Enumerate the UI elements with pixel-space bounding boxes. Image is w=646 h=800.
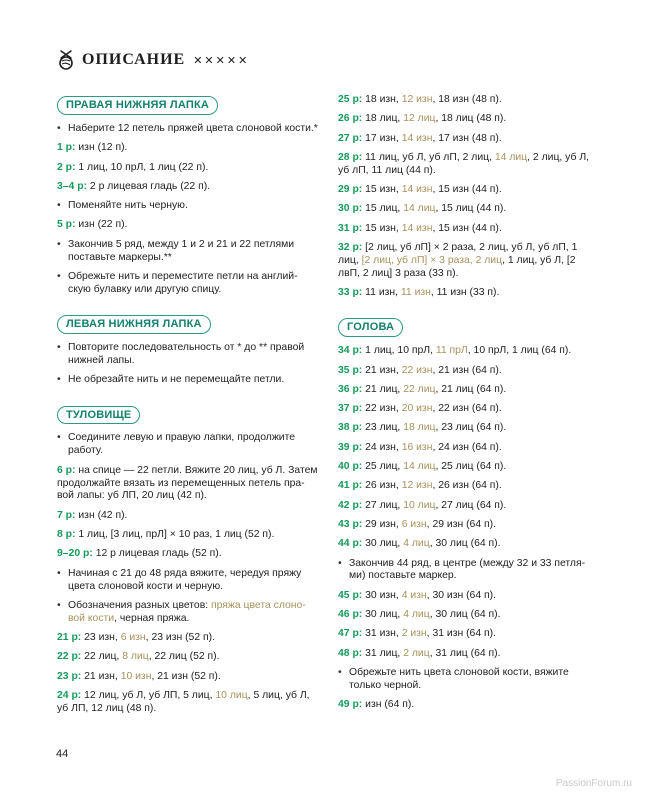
left-column [57,94,320,722]
row-35: 35 р: 21 изн, 22 изн, 21 изн (64 п). [338,364,502,376]
row-label: 46 р: [338,609,363,621]
instruction: • Закончив 5 ряд, между 1 и 2 и 21 и 22 петлями поставьте маркеры.** [57,239,320,265]
row-21: 21 р: 23 изн, 6 изн, 23 изн (52 п). [57,632,215,644]
row-label: 28 р: [338,151,363,163]
row-45: 45 р: 30 изн, 4 изн, 30 изн (64 п). [338,589,496,601]
row-label: 44 р: [338,538,363,550]
row-label: 47 р: [338,628,363,640]
decorative-stars: ✕✕✕✕✕ [193,54,250,67]
row-43: 43 р: 29 изн, 6 изн, 29 изн (64 п). [338,518,496,530]
row-26: 26 р: 18 лиц, 12 лиц, 18 лиц (48 п). [338,113,507,125]
row-label: 30 р: [338,203,363,215]
page-number: 44 [56,748,69,760]
row-label: 22 р: [57,651,82,663]
row-38: 38 р: 23 лиц, 18 лиц, 23 лиц (64 п). [338,422,507,434]
row-31: 31 р: 15 изн, 14 изн, 15 изн (44 п). [338,222,502,234]
row-label: 43 р: [338,518,363,530]
row-label: 6 р: [57,464,76,476]
yarn-ball-icon [56,49,76,71]
instruction: • Обрежьте нить и переместите петли на англий-скую булавку или другую спицу. [57,271,320,297]
row-label: 1 р: [57,142,76,154]
color-legend: • Обозначения разных цветов: пряжа цвета слоно-вой кости, черная пряжа. [57,600,320,626]
row-label: 36 р: [338,383,363,395]
row-42: 42 р: 27 лиц, 10 лиц, 27 лиц (64 п). [338,499,507,511]
row-label: 32 р: [338,241,363,253]
row-36: 36 р: 21 лиц, 22 лиц, 21 лиц (64 п). [338,383,507,395]
heading-body: ТУЛОВИЩЕ [57,406,140,425]
heading-right-lower-paw: ПРАВАЯ НИЖНЯЯ ЛАПКА [57,96,218,115]
row-label: 35 р: [338,364,363,376]
row-29: 29 р: 15 изн, 14 изн, 15 изн (44 п). [338,184,502,196]
row-23: 23 р: 21 изн, 10 изн, 21 изн (52 п). [57,670,221,682]
row-32: 32 р: [2 лиц, уб лП] × 2 раза, 2 лиц, уб Л, уб лП, 1 лиц, [2 лиц, уб лП] × 3 раза, 2 лиц, 1 лиц, уб Л, [2 лвП, 2 лиц] 3 раза (33 п). [338,241,578,279]
row-label: 8 р: [57,529,76,541]
row-label: 40 р: [338,461,363,473]
row-label: 42 р: [338,499,363,511]
row-49: 49 р: изн (64 п). [338,699,415,711]
row-5: 5 р: изн (22 п). [57,219,128,231]
row-30: 30 р: 15 лиц, 14 лиц, 15 лиц (44 п). [338,203,507,215]
row-8: 8 р: 1 лиц, [3 лиц, прЛ] × 10 раз, 1 лиц (52 п). [57,529,275,541]
row-label: 49 р: [338,699,363,711]
row-24: 24 р: 12 лиц, уб Л, уб ЛП, 5 лиц, 10 лиц, 5 лиц, уб Л, уб ЛП, 12 лиц (48 п). [57,689,310,714]
row-34: 34 р: 1 лиц, 10 прЛ, 11 прЛ, 10 прЛ, 1 лиц (64 п). [338,345,572,357]
row-label: 45 р: [338,589,363,601]
row-44: 44 р: 30 лиц, 4 лиц, 30 лиц (64 п). [338,538,501,550]
instruction: • Обрежьте нить цвета слоновой кости, вяжите только черной. [338,667,598,693]
row-label: 39 р: [338,441,363,453]
row-47: 47 р: 31 изн, 2 изн, 31 изн (64 п). [338,628,496,640]
row-label: 41 р: [338,480,363,492]
row-label: 7 р: [57,509,76,521]
row-label: 5 р: [57,219,76,231]
instruction: • Не обрезайте нить и не перемещайте петли. [57,374,320,387]
row-46: 46 р: 30 лиц, 4 лиц, 30 лиц (64 п). [338,609,501,621]
row-label: 48 р: [338,647,363,659]
row-label: 26 р: [338,113,363,125]
row-9-20: 9–20 р: 12 р лицевая гладь (52 п). [57,548,222,560]
row-39: 39 р: 24 изн, 16 изн, 24 изн (64 п). [338,441,502,453]
row-41: 41 р: 26 изн, 12 изн, 26 изн (64 п). [338,480,502,492]
row-2: 2 р: 1 лиц, 10 прЛ, 1 лиц (22 п). [57,161,209,173]
black-legend: , черная пряжа. [114,612,190,624]
row-33: 33 р: 11 изн, 11 изн, 11 изн (33 п). [338,287,500,299]
row-40: 40 р: 25 лиц, 14 лиц, 25 лиц (64 п). [338,461,507,473]
instruction: • Начиная с 21 до 48 ряда вяжите, чередуя пряжу цвета слоновой кости и черную. [57,568,320,594]
row-7: 7 р: изн (42 п). [57,509,128,521]
heading-left-lower-paw: ЛЕВАЯ НИЖНЯЯ ЛАПКА [57,315,211,334]
row-label: 33 р: [338,287,363,299]
row-48: 48 р: 31 лиц, 2 лиц, 31 лиц (64 п). [338,647,501,659]
row-label: 31 р: [338,222,363,234]
watermark: PassionForum.ru [555,778,632,789]
row-label: 27 р: [338,132,363,144]
heading-head: ГОЛОВА [338,318,403,337]
row-label: 37 р: [338,403,363,415]
section-title: ОПИСАНИЕ [82,51,186,68]
instruction: • Закончив 44 ряд, в центре (между 32 и 33 петля-ми) поставьте маркер. [338,558,598,584]
row-label: 9–20 р: [57,548,93,560]
row-label: 34 р: [338,345,363,357]
instruction: • Наберите 12 петель пряжей цвета слоновой кости.* [57,123,320,136]
row-label: 21 р: [57,632,82,644]
row-28: 28 р: 11 лиц, уб Л, уб лП, 2 лиц, 14 лиц, 2 лиц, уб Л, уб лП, 11 лиц (44 п). [338,151,590,176]
row-label: 2 р: [57,161,76,173]
row-27: 27 р: 17 изн, 14 изн, 17 изн (48 п). [338,132,502,144]
ivory-legend: пряжа цвета слоно-вой кости [68,599,306,624]
row-label: 24 р: [57,689,82,701]
instruction: • Повторите последовательность от * до ** правой нижней лапы. [57,342,320,368]
row-22: 22 р: 22 лиц, 8 лиц, 22 лиц (52 п). [57,651,220,663]
instruction: • Поменяйте нить черную. [57,200,320,213]
row-37: 37 р: 22 изн, 20 изн, 22 изн (64 п). [338,403,502,415]
row-label: 3–4 р: [57,180,88,192]
row-label: 38 р: [338,422,363,434]
row-25: 25 р: 18 изн, 12 изн, 18 изн (48 п). [338,94,502,105]
row-label: 23 р: [57,670,82,682]
row-label: 25 р: [338,94,363,105]
row-1: 1 р: изн (12 п). [57,142,128,154]
page-header [56,48,249,72]
row-3-4: 3–4 р: 2 р лицевая гладь (22 п). [57,180,211,192]
row-6: 6 р: на спице — 22 петли. Вяжите 20 лиц, уб Л. Затем продолжайте вязать из перемещенных петель пра-вой лапы: уб ЛП, 20 лиц (42 п). [57,464,318,502]
instruction: • Соедините левую и правую лапки, продолжите работу. [57,432,320,458]
row-label: 29 р: [338,184,363,196]
right-column [338,94,598,718]
